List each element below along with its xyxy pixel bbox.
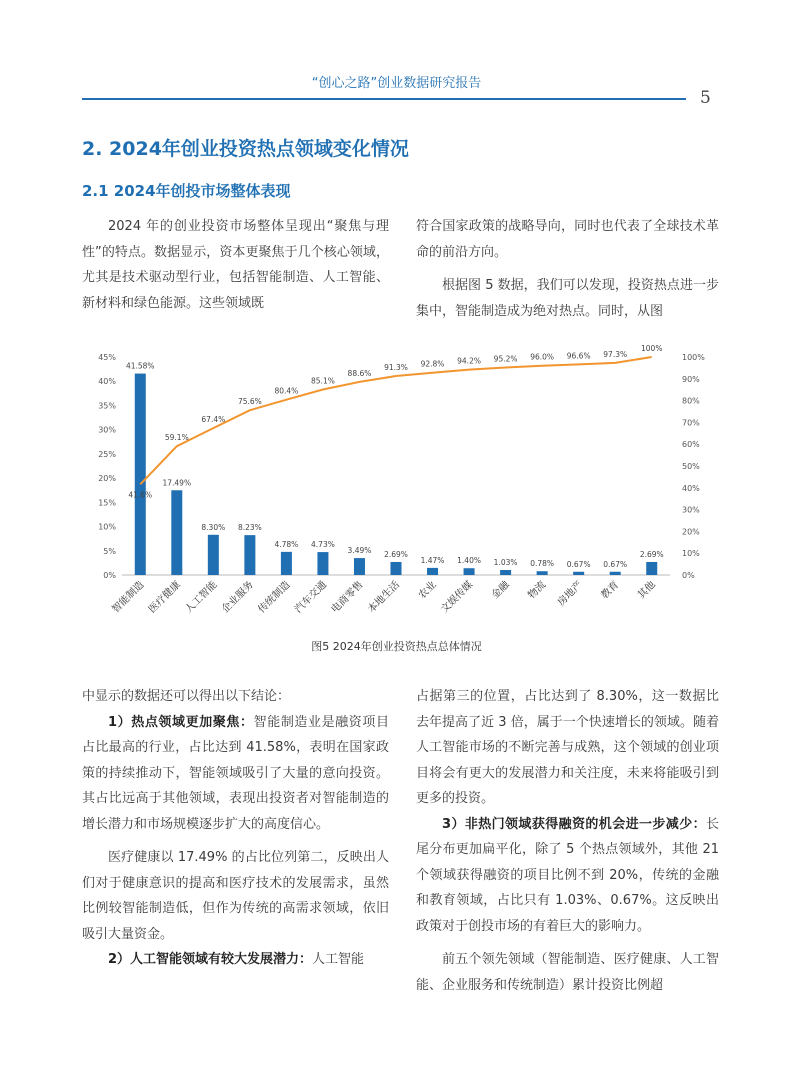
figure-caption: 图5 2024年创业投资热点总体情况 [311, 640, 482, 653]
bar-value-label: 41.58% [125, 361, 155, 371]
finding-3-text: 长尾分布更加扁平化，除了 5 个热点领域外，其他 21 个领域获得融资的项目比例不到 20%，传统的金融和教育领域，占比只有 1.03%、0.67%。这反映出政策对于创投市场的有着巨大的影响力。 [416, 816, 719, 934]
bar-value-label: 1.47% [420, 555, 445, 565]
category-label: 汽车交通 [292, 579, 330, 616]
bar-value-label: 1.03% [493, 558, 518, 568]
category-label: 电商零售 [329, 579, 366, 616]
right-axis-labels [682, 353, 705, 580]
cumulative-value-label: 96.0% [530, 352, 555, 362]
cumulative-value-label: 100% [641, 344, 663, 353]
category-label: 人工智能 [183, 579, 220, 616]
left-axis-tick: 20% [98, 474, 116, 484]
category-label: 其他 [635, 579, 658, 602]
bar [171, 490, 182, 575]
bar [354, 558, 365, 575]
right-axis-tick: 30% [682, 505, 700, 515]
bar [500, 570, 511, 575]
intro-left-column [82, 214, 389, 316]
category-label: 农业 [416, 579, 439, 602]
ai-paragraph: 占据第三的位置，占比达到了 8.30%，这一数据比去年提高了近 3 倍，属于一个快速增长的领域。随着人工智能市场的不断完善与成熟，这个领域的创业项目将会有更大的发展潜力和关注度，未来将能吸引到更多的投资。 [416, 689, 719, 806]
left-axis-tick: 10% [98, 522, 116, 532]
bar [281, 552, 292, 575]
finding-2-text: 人工智能 [312, 952, 365, 967]
bar [646, 562, 657, 575]
category-label: 智能制造 [110, 579, 147, 616]
intro-right-column [416, 214, 719, 324]
left-axis-tick: 40% [98, 377, 116, 387]
right-axis-tick: 100% [682, 353, 705, 362]
cumulative-value-label: 94.2% [457, 356, 481, 366]
right-axis-tick: 80% [682, 396, 700, 406]
right-axis-tick: 40% [682, 483, 700, 493]
cumulative-value-label: 85.1% [311, 376, 335, 386]
cumulative-value-label: 95.2% [493, 354, 518, 364]
bar-value-label: 2.69% [639, 549, 664, 559]
left-axis-tick: 45% [98, 353, 116, 362]
bar [427, 568, 438, 575]
left-axis-tick: 35% [98, 401, 116, 411]
healthcare-paragraph: 医疗健康以 17.49% 的占比位列第二，反映出人们对于健康意识的提高和医疗技术的发展需求，虽然比例较智能制造低，但作为传统的高需求领域，依旧吸引大量资金。 [82, 850, 389, 942]
left-axis-labels [98, 353, 116, 580]
bar-value-label: 3.49% [347, 546, 372, 556]
left-axis-tick: 0% [103, 571, 116, 580]
category-label: 教育 [599, 579, 622, 602]
bar-value-label: 4.73% [311, 540, 335, 550]
bar [208, 535, 219, 575]
cumulative-value-label: 96.6% [566, 351, 591, 361]
category-label: 医疗健康 [146, 579, 183, 616]
cumulative-value-label: 88.6% [347, 368, 372, 378]
right-axis-tick: 10% [682, 549, 700, 559]
left-axis-tick: 5% [103, 546, 116, 556]
conclusion-right-column [416, 684, 719, 998]
bar [391, 562, 402, 575]
bar [464, 568, 475, 575]
bar [317, 552, 328, 575]
bar-value-label: 2.69% [384, 549, 408, 559]
bar [573, 572, 584, 575]
finding-1-text: 智能制造业是融资项目占比最高的行业，占比达到 41.58%，表明在国家政策的持续推动下，智能领域吸引了大量的意向投资。其占比远高于其他领域，表现出投资者对智能制造的增长潜力和市场规模逐步扩大的高度信心。 [82, 714, 389, 832]
left-axis-tick: 15% [98, 498, 116, 508]
bar-value-label: 0.67% [603, 559, 628, 569]
cumulative-value-label: 97.3% [603, 349, 628, 359]
finding-3-heading: 3）非热门领域获得融资的机会进一步减少： [442, 816, 706, 832]
category-label: 物流 [526, 579, 549, 602]
bar-value-label: 0.78% [530, 559, 555, 569]
subsection-heading: 2.1 2024年创投市场整体表现 [82, 182, 291, 200]
cumulative-value-label: 75.6% [237, 397, 262, 407]
bar [610, 572, 621, 575]
bar [244, 535, 255, 575]
conclusion-intro: 中显示的数据还可以得出以下结论： [82, 689, 291, 704]
right-axis-tick: 70% [682, 418, 700, 428]
finding-2-heading: 2）人工智能领域有较大发展潜力： [108, 952, 313, 967]
cumulative-value-label: 59.1% [164, 433, 189, 443]
figure-reference-paragraph: 根据图 5 数据，我们可以发现，投资热点进一步集中，智能制造成为绝对热点。同时，从图 [416, 278, 719, 319]
category-label: 企业服务 [219, 579, 256, 616]
left-axis-tick: 30% [98, 425, 116, 435]
bar-value-label: 0.67% [566, 559, 591, 569]
right-axis-tick: 90% [682, 374, 700, 384]
right-axis-tick: 0% [682, 571, 695, 580]
cumulative-value-label: 67.4% [201, 415, 226, 425]
right-axis-tick: 20% [682, 527, 700, 537]
category-labels [109, 577, 658, 615]
intro-paragraph-continued: 符合国家政策的战略导向，同时也代表了全球技术革命的前沿方向。 [416, 219, 719, 260]
finding-1-heading: 1）热点领域更加聚焦： [108, 714, 254, 730]
category-label: 文娱传媒 [439, 579, 476, 616]
cumulative-value-labels [125, 344, 663, 500]
top-five-paragraph: 前五个领先领域（智能制造、医疗健康、人工智能、企业服务和传统制造）累计投资比例超 [416, 952, 719, 993]
bar-value-label: 8.23% [237, 523, 262, 533]
bar [537, 571, 548, 575]
cumulative-value-label: 41.6% [128, 490, 153, 500]
right-axis-tick: 50% [682, 462, 700, 471]
category-label: 房地产 [555, 579, 585, 609]
bar-value-label: 8.30% [201, 522, 226, 532]
bar-value-label: 17.49% [162, 478, 192, 488]
bar-value-label: 4.78% [274, 539, 299, 549]
bar-series [135, 374, 657, 575]
investment-hotspot-chart [82, 340, 722, 630]
section-heading: 2. 2024年创业投资热点领域变化情况 [82, 138, 409, 160]
right-axis-tick: 60% [682, 440, 700, 450]
bar [135, 374, 146, 575]
cumulative-value-label: 80.4% [274, 386, 299, 396]
left-axis-tick: 25% [98, 449, 116, 459]
conclusion-left-column [82, 684, 389, 973]
intro-paragraph: 2024 年的创业投资市场整体呈现出“聚焦与理性”的特点。数据显示，资本更聚焦于几个核心领域，尤其是技术驱动型行业，包括智能制造、人工智能、新材料和绿色能源。这些领域既 [82, 219, 389, 311]
category-label: 本地生活 [366, 579, 403, 616]
page-number: 5 [700, 88, 711, 108]
running-header-title: “创心之路”创业数据研究报告 [311, 76, 482, 91]
cumulative-value-label: 91.3% [384, 362, 408, 372]
category-label: 传统制造 [256, 579, 293, 616]
header-rule [82, 98, 686, 100]
cumulative-value-label: 92.8% [420, 359, 445, 369]
bar-value-label: 1.40% [457, 556, 481, 566]
category-label: 金融 [489, 579, 512, 602]
